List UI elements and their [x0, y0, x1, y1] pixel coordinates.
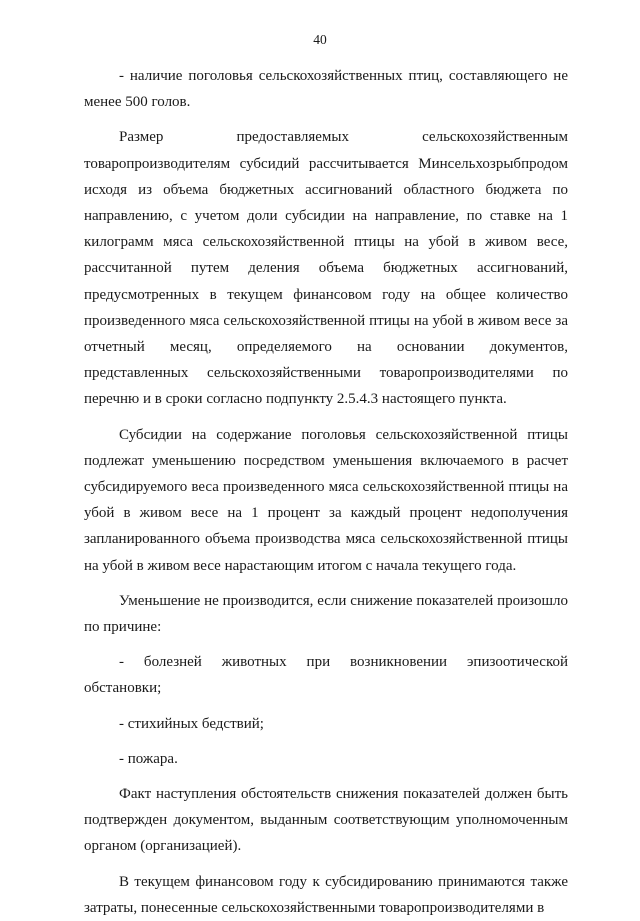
paragraph-confirmation: Факт наступления обстоятельств снижения показателей должен быть подтвержден документом, выданным соответствующим уполномоченным органом (организацией).	[84, 786, 568, 855]
page-number: 40	[313, 32, 327, 47]
list-item-natural-disasters: - стихийных бедствий;	[119, 715, 264, 732]
paragraph-subsidy-reduction: Субсидии на содержание поголовья сельскохозяйственной птицы подлежат уменьшению посредством уменьшения включаемого в расчет субсидируемого веса произведенного мяса сельскохозяйственной птицы на убой в живом весе на 1 процент за каждый процент недополучения запланированного объема производства мяса сельскохозяйственной птицы на убой в живом весе нарастающим итогом с начала текущего года.	[84, 426, 568, 574]
list-item-fire: - пожара.	[119, 750, 178, 767]
list-item-animal-diseases: - болезней животных при возникновении эпизоотической обстановки;	[84, 654, 568, 697]
paragraph-current-year-costs: В текущем финансовом году к субсидированию принимаются также затраты, понесенные сельскохозяйственными товаропроизводителями в	[84, 873, 568, 916]
paragraph-subsidy-size: Размер предоставляемых сельскохозяйственным товаропроизводителям субсидий рассчитывается Минсельхозрыбпродом исходя из объема бюджетных ассигнований областного бюджета по направлению, с учетом доли субсидии на направление, по ставке на 1 килограмм мяса сельскохозяйственной птицы на убой в живом весе, рассчитанной путем деления объема бюджетных ассигнований, предусмотренных в текущем финансовом году на общее количество произведенного мяса сельскохозяйственной птицы на убой в живом весе за отчетный месяц, определяемого на основании документов, представленных сельскохозяйственными товаропроизводителями по перечню и в сроки согласно подпункту 2.5.4.3 настоящего пункта.	[84, 129, 568, 408]
paragraph-reduction-exceptions: Уменьшение не производится, если снижение показателей произошло по причине:	[84, 592, 568, 636]
page-body	[84, 63, 568, 921]
paragraph-poultry-condition: - наличие поголовья сельскохозяйственных птиц, составляющего не менее 500 голов.	[84, 68, 568, 111]
